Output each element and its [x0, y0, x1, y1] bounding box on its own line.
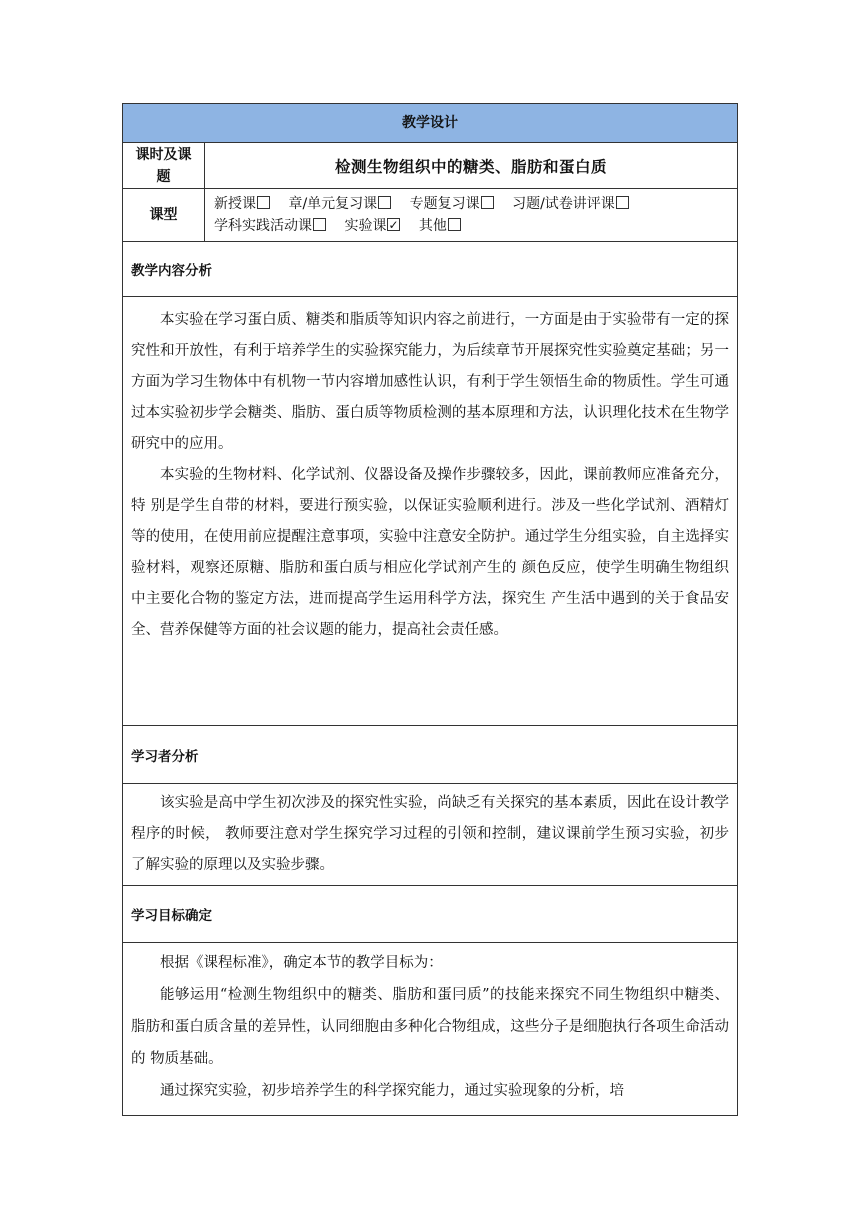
- objectives-body: [123, 943, 737, 1116]
- paragraph: 本实验在学习蛋白质、糖类和脂质等知识内容之前进行，一方面是由于实验带有一定的探究性和开放性，有利于培养学生的实验探究能力，为后续章节开展探究性实验奠定基础；另一方面为学习生物体中有机物一节内容增加感性认识，有利于学生领悟生命的物质性。学生可通过本实验初步学会糖类、脂肪、蛋白质等物质检测的基本原理和方法，认识理化技术在生物学研究中的应用。: [131, 312, 729, 452]
- checkbox-icon: [448, 218, 461, 231]
- lesson-type-option-label: 学科实践活动课: [214, 218, 312, 234]
- paragraph: 能够运用“检测生物组织中的糖类、脂肪和蛋冃质”的技能来探究不同生物组织中糖类、 脂肪和蛋白质含量的差异性，认同细胞由多种化合物组成，这些分子是细胞执行各项生命活动的 物质基础。: [131, 987, 729, 1067]
- lesson-type-option-label: 专题复习课: [409, 196, 480, 212]
- checked-checkbox-icon: [387, 218, 400, 231]
- paragraph: 通过探究实验，初步培养学生的科学探究能力，通过实验现象的分析，培: [160, 1083, 624, 1099]
- objectives-heading: 学习目标确定: [123, 886, 737, 943]
- content-analysis-heading: 教学内容分析: [123, 242, 737, 297]
- lesson-type-option: [419, 218, 461, 234]
- lesson-label: 课时及课题: [123, 143, 205, 188]
- checkbox-icon: [481, 196, 494, 209]
- lesson-title: 检测生物组织中的糖类、脂肪和蛋白质: [334, 157, 607, 176]
- paragraph: 该实验是高中学生初次涉及的探究性实验，尚缺乏有关探究的基本素质，因此在设计教学程序的时候， 教师要注意对学生探究学习过程的引领和控制，建议课前学生预习实验，初步了解实验的原理以及实验步骤。: [131, 795, 729, 873]
- lesson-type-label: 课型: [123, 189, 205, 241]
- lesson-type-option-label: 实验课: [344, 218, 387, 234]
- table-header: 教学设计: [123, 104, 737, 143]
- lesson-type-option: [214, 196, 270, 212]
- learner-analysis-heading: 学习者分析: [123, 726, 737, 784]
- learner-analysis-body: [123, 784, 737, 886]
- lesson-title-row: [123, 143, 737, 189]
- lesson-type-option-label: 章/单元复习课: [288, 196, 378, 212]
- checkbox-icon: [257, 196, 270, 209]
- paragraph: 本实验的生物材料、化学试剂、仪器设备及操作步骤较多，因此，课前教师应准备充分，特 别是学生自带的材料，要进行预实验，以保证实验顺利进行。涉及一些化学试剂、酒精灯等的使用，在使用前应提醒注意事项，实验中注意安全防护。通过学生分组实验，自主选择实验材料，观察还原糖、脂肪和蛋白质与相应化学试剂产生的 颜色反应，使学生明确生物组织中主要化合物的鉴定方法，进而提高学生运用科学方法，探究生 产生活中遇到的关于食品安全、营养保健等方面的社会议题的能力，提高社会责任感。: [131, 467, 729, 638]
- checkbox-icon: [616, 196, 629, 209]
- lesson-type-option: [344, 218, 400, 234]
- lesson-type-options: [205, 189, 737, 241]
- content-analysis-body: [123, 297, 737, 726]
- lesson-type-option: [512, 196, 629, 212]
- checkbox-icon: [313, 218, 326, 231]
- lesson-design-table: [122, 103, 738, 1116]
- lesson-type-option-label: 其他: [418, 218, 447, 234]
- lesson-type-row: [123, 189, 737, 242]
- lesson-type-option-label: 新授课: [214, 196, 256, 212]
- lesson-type-option: [410, 196, 494, 212]
- checkbox-icon: [378, 196, 391, 209]
- paragraph: 根据《课程标准》，确定本节的教学目标为：: [160, 955, 443, 971]
- lesson-type-option: [214, 218, 326, 234]
- lesson-type-option-label: 习题/试卷讲评课: [512, 196, 615, 212]
- lesson-type-option: [288, 196, 391, 212]
